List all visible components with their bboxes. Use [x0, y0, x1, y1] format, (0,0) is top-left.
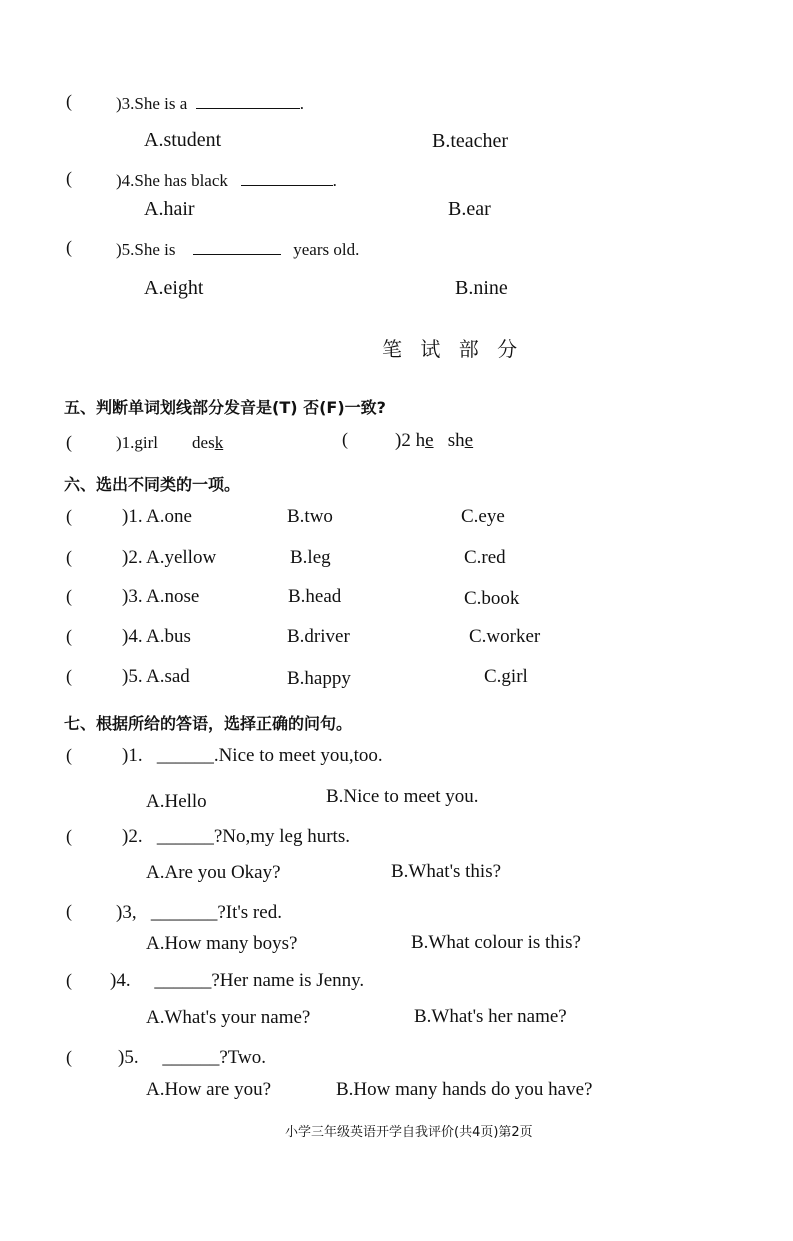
option-a: A.sad: [146, 666, 190, 687]
underlined-letter: e: [464, 430, 474, 451]
option-a: A.yellow: [146, 547, 217, 568]
option-c: C.eye: [461, 506, 505, 527]
word-1-part: h: [415, 430, 426, 451]
question-number: )1.: [116, 433, 135, 452]
option-b: B.head: [288, 586, 342, 607]
underlined-letter: k: [214, 433, 224, 452]
question-number: )2.: [122, 826, 143, 847]
paren-open: (: [66, 626, 72, 646]
option-b: B.How many hands do you have?: [336, 1079, 593, 1100]
paren-open: (: [66, 168, 72, 188]
question-number: )4.: [110, 970, 131, 991]
question-end: .: [332, 171, 337, 190]
written-part-title: 笔 试 部 分: [382, 337, 524, 361]
paren-open: (: [66, 745, 72, 765]
question-5: [118, 1047, 266, 1069]
question-4: [110, 970, 364, 992]
question-text: )4.She has black: [116, 171, 228, 190]
section-6-title: 六、选出不同类的一项。: [64, 475, 241, 494]
option-a: A.student: [144, 129, 222, 151]
paren-open: (: [66, 91, 72, 111]
answer-blank[interactable]: ______: [156, 745, 214, 766]
answer-blank[interactable]: ______: [156, 826, 214, 847]
option-a: A.What's your name?: [146, 1007, 311, 1028]
row-number: )3.: [122, 586, 143, 607]
question-text: )5.She is: [116, 240, 176, 259]
option-c: C.red: [464, 547, 506, 568]
option-a: A.hair: [144, 198, 195, 220]
answer-blank[interactable]: [241, 169, 333, 186]
option-b: B.What colour is this?: [411, 932, 581, 953]
answer-blank[interactable]: [196, 92, 300, 109]
option-c: C.girl: [484, 666, 528, 687]
option-a: A.Are you Okay?: [146, 862, 281, 883]
question-1: [122, 745, 383, 767]
answer-blank[interactable]: ______: [162, 1047, 220, 1068]
question-end: .: [299, 94, 305, 113]
paren-open: (: [66, 586, 72, 606]
row-number: )5.: [122, 666, 143, 687]
page-footer: 小学三年级英语开学自我评价(共4页)第2页: [285, 1125, 533, 1140]
option-a: A.Hello: [146, 791, 207, 812]
paren-open: (: [66, 826, 72, 846]
given-answer: ?It's red.: [217, 902, 282, 923]
question-4: [116, 169, 337, 191]
paren-open: (: [66, 237, 72, 257]
given-answer: .Nice to meet you,too.: [213, 745, 383, 766]
question-number: )1.: [122, 745, 143, 766]
option-a: A.nose: [146, 586, 200, 607]
section-5-question-2: [395, 430, 473, 452]
option-a: A.bus: [146, 626, 191, 647]
option-a: A.How are you?: [146, 1079, 272, 1100]
question-number: )2: [395, 430, 411, 451]
paren-open: (: [66, 1047, 72, 1067]
given-answer: ?Two.: [219, 1047, 267, 1068]
section-5-title: 五、判断单词划线部分发音是(T) 否(F)一致?: [64, 398, 386, 417]
paren-open: (: [342, 429, 348, 449]
option-b: B.What's this?: [391, 861, 502, 882]
given-answer: ?Her name is Jenny.: [211, 970, 365, 991]
option-b: B.What's her name?: [414, 1006, 567, 1027]
option-b: B.happy: [287, 668, 351, 689]
row-number: )1.: [122, 506, 143, 527]
paren-open: (: [66, 666, 72, 686]
row-number: )2.: [122, 547, 143, 568]
section-7-title: 七、根据所给的答语，选择正确的问句。: [64, 714, 353, 733]
option-a: A.eight: [144, 277, 204, 299]
paren-open: (: [66, 432, 72, 452]
paren-open: (: [66, 547, 72, 567]
option-a: A.How many boys?: [146, 933, 298, 954]
option-b: B.leg: [290, 547, 331, 568]
option-b: B.nine: [455, 277, 508, 299]
section-5-question-1: [116, 433, 223, 453]
option-b: B.Nice to meet you.: [326, 786, 479, 807]
option-b: B.two: [287, 506, 333, 527]
option-c: C.worker: [469, 626, 541, 647]
question-3: [116, 92, 304, 114]
paren-open: (: [66, 901, 72, 921]
word-1: girl: [134, 433, 159, 452]
word-2-part: sh: [447, 430, 465, 451]
row-number: )4.: [122, 626, 143, 647]
answer-blank[interactable]: ______: [154, 970, 212, 991]
paren-open: (: [66, 970, 72, 990]
answer-blank[interactable]: [193, 238, 281, 255]
question-end: years old.: [293, 240, 360, 259]
option-a: A.one: [146, 506, 192, 527]
word-2-part: des: [192, 433, 215, 452]
answer-blank[interactable]: _______: [150, 902, 218, 923]
question-2: [122, 826, 350, 848]
question-number: )3,: [116, 902, 137, 923]
option-c: C.book: [464, 588, 520, 609]
option-b: B.driver: [287, 626, 350, 647]
given-answer: ?No,my leg hurts.: [213, 826, 350, 847]
option-b: B.teacher: [432, 130, 509, 152]
underlined-letter: e: [425, 430, 434, 451]
question-number: )5.: [118, 1047, 139, 1068]
question-text: )3.She is a: [116, 94, 188, 113]
paren-open: (: [66, 506, 72, 526]
question-3: [116, 902, 282, 924]
question-5: [116, 238, 359, 260]
option-b: B.ear: [448, 198, 491, 220]
